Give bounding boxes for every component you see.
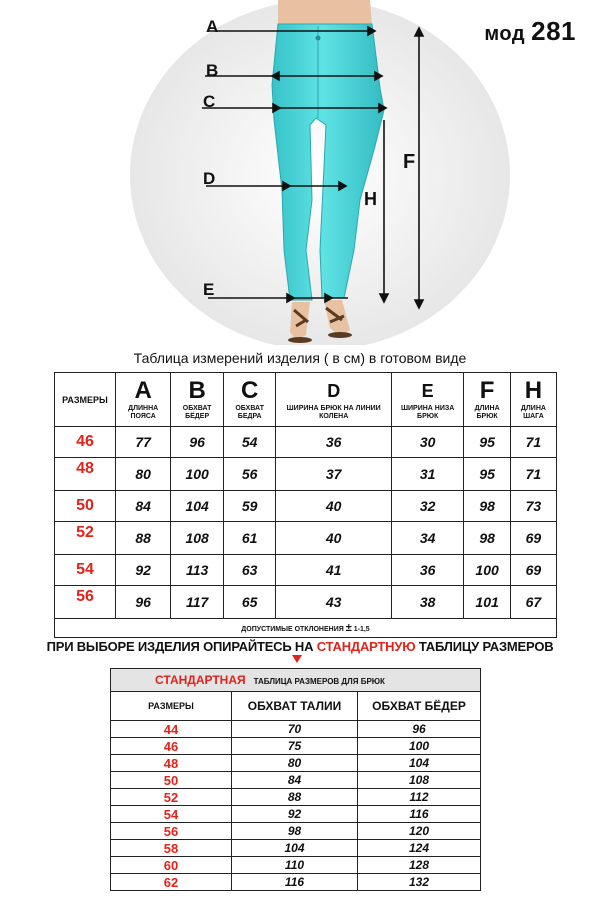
value-cell: 31 xyxy=(391,458,463,491)
value-cell: 77 xyxy=(116,427,171,458)
model-prefix: мод xyxy=(484,23,526,45)
column-header: E ШИРИНА НИЗА БРЮК xyxy=(391,373,463,427)
value-cell: 54 xyxy=(223,427,275,458)
label-a: A xyxy=(206,17,219,36)
plus-minus-sign: ± xyxy=(345,622,352,634)
value-cell: 43 xyxy=(276,586,392,619)
product-photo xyxy=(0,0,600,345)
table-row xyxy=(111,721,481,738)
label-b: B xyxy=(206,61,219,80)
value-cell: 73 xyxy=(510,491,556,522)
value-cell: 113 xyxy=(171,555,224,586)
standard-title xyxy=(111,669,481,692)
table-row xyxy=(111,738,481,755)
value-cell: 101 xyxy=(464,586,511,619)
value-cell: 88 xyxy=(232,789,358,806)
sizes-header: РАЗМЕРЫ xyxy=(55,373,116,427)
value-cell: 96 xyxy=(171,427,224,458)
value-cell: 100 xyxy=(171,458,224,491)
advice-highlight: СТАНДАРТНУЮ xyxy=(316,639,416,654)
tolerance-label: ДОПУСТИМЫЕ ОТКЛОНЕНИЯ xyxy=(241,626,344,633)
advice-part2: ТАБЛИЦУ РАЗМЕРОВ xyxy=(415,639,554,654)
value-cell: 75 xyxy=(232,738,358,755)
value-cell: 95 xyxy=(464,458,511,491)
size-cell: 60 xyxy=(111,857,232,874)
size-cell: 54 xyxy=(55,555,116,586)
label-h: H xyxy=(364,189,377,209)
label-e: E xyxy=(203,280,215,299)
value-cell: 40 xyxy=(276,522,392,555)
value-cell: 84 xyxy=(232,772,358,789)
table-row xyxy=(55,427,557,458)
advice-text xyxy=(0,639,600,654)
table-row xyxy=(111,789,481,806)
value-cell: 110 xyxy=(232,857,358,874)
down-arrow-icon xyxy=(292,655,302,663)
measurement-table xyxy=(54,372,557,638)
right-sole xyxy=(328,332,352,338)
label-f: F xyxy=(403,151,416,173)
value-cell: 38 xyxy=(391,586,463,619)
value-cell: 84 xyxy=(116,491,171,522)
measurement-header-row xyxy=(55,373,557,427)
column-header: A ДЛИННА ПОЯСА xyxy=(116,373,171,427)
value-cell: 112 xyxy=(358,789,481,806)
button xyxy=(316,36,321,41)
value-cell: 108 xyxy=(358,772,481,789)
value-cell: 116 xyxy=(232,874,358,891)
value-cell: 92 xyxy=(116,555,171,586)
column-header: F ДЛИНА БРЮК xyxy=(464,373,511,427)
column-header: C ОБХВАТ БЕДРА xyxy=(223,373,275,427)
table-row xyxy=(111,755,481,772)
label-d: D xyxy=(203,169,216,188)
table-row xyxy=(55,522,557,555)
value-cell: 104 xyxy=(232,840,358,857)
size-cell: 52 xyxy=(55,522,116,555)
value-cell: 100 xyxy=(358,738,481,755)
value-cell: 69 xyxy=(510,555,556,586)
value-cell: 117 xyxy=(171,586,224,619)
table-row xyxy=(55,491,557,522)
value-cell: 98 xyxy=(464,522,511,555)
size-cell: 50 xyxy=(111,772,232,789)
value-cell: 65 xyxy=(223,586,275,619)
advice-part1: ПРИ ВЫБОРЕ ИЗДЕЛИЯ ОПИРАЙТЕСЬ НА xyxy=(46,639,317,654)
value-cell: 80 xyxy=(116,458,171,491)
size-cell: 54 xyxy=(111,806,232,823)
value-cell: 124 xyxy=(358,840,481,857)
value-cell: 95 xyxy=(464,427,511,458)
table-row xyxy=(55,555,557,586)
value-cell: 98 xyxy=(464,491,511,522)
value-cell: 30 xyxy=(391,427,463,458)
size-cell: 62 xyxy=(111,874,232,891)
size-cell: 46 xyxy=(111,738,232,755)
value-cell: 108 xyxy=(171,522,224,555)
value-cell: 128 xyxy=(358,857,481,874)
value-cell: 80 xyxy=(232,755,358,772)
model-number: 281 xyxy=(531,16,576,46)
value-cell: 37 xyxy=(276,458,392,491)
standard-header-hips: ОБХВАТ БЁДЕР xyxy=(358,692,481,721)
size-cell: 50 xyxy=(55,491,116,522)
size-cell: 44 xyxy=(111,721,232,738)
column-header: H ДЛИНА ШАГА xyxy=(510,373,556,427)
value-cell: 92 xyxy=(232,806,358,823)
standard-header-waist: ОБХВАТ ТАЛИИ xyxy=(232,692,358,721)
value-cell: 71 xyxy=(510,427,556,458)
value-cell: 36 xyxy=(276,427,392,458)
value-cell: 61 xyxy=(223,522,275,555)
standard-header-sizes: РАЗМЕРЫ xyxy=(111,692,232,721)
standard-title-row xyxy=(111,669,481,692)
column-header: D ШИРИНА БРЮК НА ЛИНИИ КОЛЕНА xyxy=(276,373,392,427)
value-cell: 96 xyxy=(116,586,171,619)
tolerance-value: 1-1,5 xyxy=(353,626,370,633)
table-row xyxy=(111,772,481,789)
measurement-caption: Таблица измерений изделия ( в см) в готовом виде xyxy=(133,350,467,366)
value-cell: 100 xyxy=(464,555,511,586)
value-cell: 34 xyxy=(391,522,463,555)
value-cell: 32 xyxy=(391,491,463,522)
standard-title-red: СТАНДАРТНАЯ xyxy=(155,673,246,687)
value-cell: 88 xyxy=(116,522,171,555)
value-cell: 63 xyxy=(223,555,275,586)
label-c: C xyxy=(203,92,216,111)
table-row xyxy=(55,458,557,491)
standard-header-row xyxy=(111,692,481,721)
standard-size-table xyxy=(110,668,481,891)
value-cell: 69 xyxy=(510,522,556,555)
size-cell: 52 xyxy=(111,789,232,806)
value-cell: 41 xyxy=(276,555,392,586)
size-cell: 58 xyxy=(111,840,232,857)
value-cell: 71 xyxy=(510,458,556,491)
value-cell: 104 xyxy=(171,491,224,522)
value-cell: 120 xyxy=(358,823,481,840)
column-header: B ОБХВАТ БЁДЕР xyxy=(171,373,224,427)
table-row xyxy=(111,874,481,891)
standard-title-rest: ТАБЛИЦА РАЗМЕРОВ ДЛЯ БРЮК xyxy=(253,677,385,686)
table-row xyxy=(111,857,481,874)
size-cell: 56 xyxy=(55,586,116,619)
value-cell: 104 xyxy=(358,755,481,772)
pants-illustration xyxy=(0,0,600,345)
value-cell: 56 xyxy=(223,458,275,491)
tolerance-cell xyxy=(55,619,557,638)
value-cell: 116 xyxy=(358,806,481,823)
value-cell: 132 xyxy=(358,874,481,891)
table-row xyxy=(111,840,481,857)
table-row xyxy=(111,823,481,840)
value-cell: 70 xyxy=(232,721,358,738)
left-sole xyxy=(288,337,312,343)
value-cell: 98 xyxy=(232,823,358,840)
size-cell: 46 xyxy=(55,427,116,458)
size-cell: 48 xyxy=(55,458,116,491)
table-row xyxy=(55,586,557,619)
size-cell: 56 xyxy=(111,823,232,840)
value-cell: 36 xyxy=(391,555,463,586)
value-cell: 96 xyxy=(358,721,481,738)
torso xyxy=(278,0,372,26)
value-cell: 59 xyxy=(223,491,275,522)
table-row xyxy=(111,806,481,823)
value-cell: 67 xyxy=(510,586,556,619)
size-cell: 48 xyxy=(111,755,232,772)
value-cell: 40 xyxy=(276,491,392,522)
tolerance-row xyxy=(55,619,557,638)
